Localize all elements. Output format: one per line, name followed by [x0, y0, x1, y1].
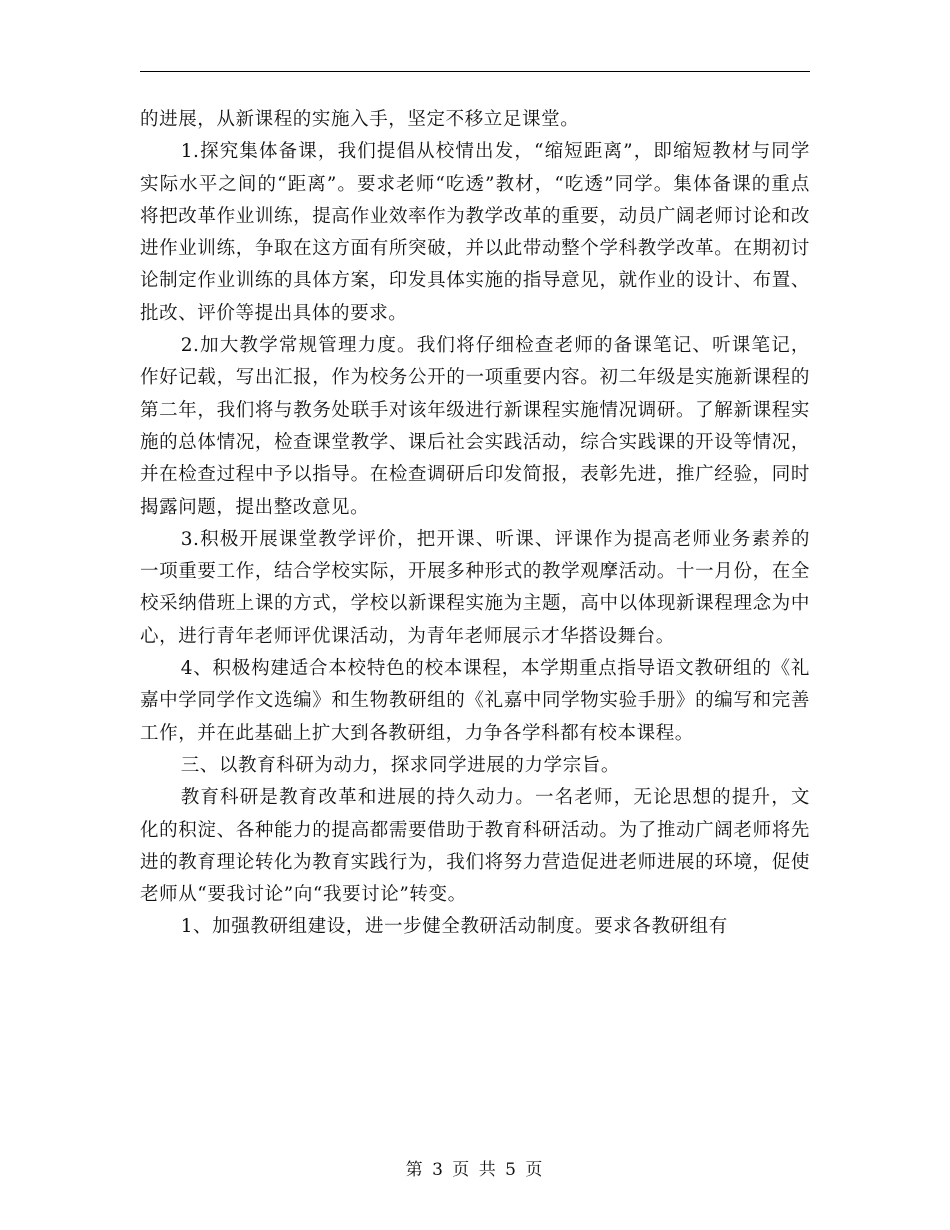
paragraph-routine-management: 2.加大教学常规管理力度。我们将仔细检查老师的备课笔记、听课笔记，作好记载，写出汇报，作为校务公开的一项重要内容。初二年级是实施新课程的第二年，我们将与教务处联手对该年级进行新课程实施情况调研。了解新课程实施的总体情况，检查课堂教学、课后社会实践活动，综合实践课的开设等情况，并在检查过程中予以指导。在检查调研后印发简报，表彰先进，推广经验，同时揭露问题，提出整改意见。 [140, 335, 810, 518]
paragraph-continuation: 的进展，从新课程的实施入手，坚定不移立足课堂。 [140, 109, 580, 130]
section-heading-research: 三、以教育科研为动力，探求同学进展的力学宗旨。 [180, 754, 620, 776]
paragraph-education-research: 教育科研是教育改革和进展的持久动力。一名老师，无论思想的提升，文化的积淀、各种能力的提高都需要借助于教育科研活动。为了推动广阔老师将先进的教育理论转化为教育实践行为，我们将努力营造促进老师进展的环境，促使老师从“要我讨论”向“我要讨论”转变。 [140, 787, 810, 906]
header-rule [140, 71, 810, 72]
document-body [140, 104, 810, 944]
page-number-footer: 第 3 页 共 5 页 [405, 1160, 545, 1180]
paragraph-teaching-group: 1、加强教研组建设，进一步健全教研活动制度。要求各教研组有 [180, 916, 728, 938]
paragraph-collective-lesson-prep: 1.探究集体备课，我们提倡从校情出发，“缩短距离”，即缩短教材与同学实际水平之间的“距离”。要求老师“吃透”教材，“吃透”同学。集体备课的重点将把改革作业训练，提高作业效率作为教学改革的重要，动员广阔老师讨论和改进作业训练，争取在这方面有所突破，并以此带动整个学科教学改革。在期初讨论制定作业训练的具体方案，印发具体实施的指导意见，就作业的设计、布置、批改、评价等提出具体的要求。 [140, 141, 810, 324]
paragraph-school-based-curriculum: 4、积极构建适合本校特色的校本课程，本学期重点指导语文教研组的《礼嘉中学同学作文选编》和生物教研组的《礼嘉中同学物实验手册》的编写和完善工作，并在此基础上扩大到各教研组，力争各学科都有校本课程。 [140, 658, 810, 744]
paragraph-classroom-evaluation: 3.积极开展课堂教学评价，把开课、听课、评课作为提高老师业务素养的一项重要工作，结合学校实际，开展多种形式的教学观摩活动。十一月份，在全校采纳借班上课的方式，学校以新课程实施为主题，高中以体现新课程理念为中心，进行青年老师评优课活动，为青年老师展示才华搭设舞台。 [140, 528, 810, 647]
